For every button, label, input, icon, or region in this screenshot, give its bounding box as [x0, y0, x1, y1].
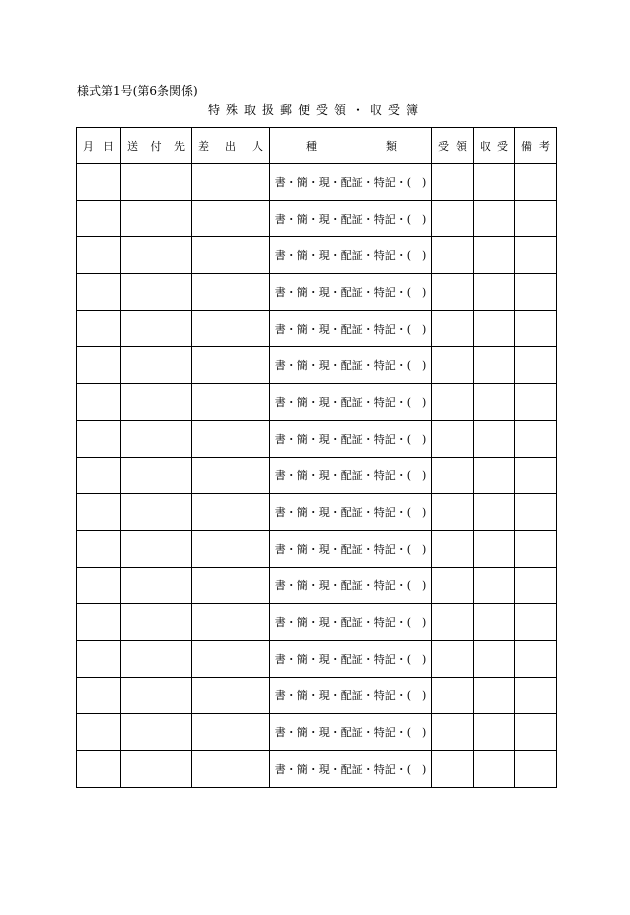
kind-options-cell: 書・簡・現・配証・特記・( )	[270, 237, 432, 274]
date-entry-cell[interactable]	[77, 164, 121, 201]
received-entry-cell[interactable]	[432, 640, 474, 677]
kind-options-cell: 書・簡・現・配証・特記・( )	[270, 420, 432, 457]
received-entry-cell[interactable]	[432, 457, 474, 494]
header-destination-char-1: 送	[127, 139, 138, 153]
remarks-entry-cell[interactable]	[515, 200, 557, 237]
header-kind	[270, 128, 432, 164]
date-entry-cell[interactable]	[77, 310, 121, 347]
kind-options-cell: 書・簡・現・配証・特記・( )	[270, 457, 432, 494]
accepted-entry-cell[interactable]	[474, 384, 515, 421]
sender-entry-cell[interactable]	[192, 164, 270, 201]
header-accepted-char-1: 収	[480, 139, 491, 153]
accepted-entry-cell[interactable]	[474, 751, 515, 788]
kind-options-cell: 書・簡・現・配証・特記・( )	[270, 640, 432, 677]
table-row	[77, 567, 557, 604]
accepted-entry-cell[interactable]	[474, 347, 515, 384]
header-date	[77, 128, 121, 164]
destination-entry-cell[interactable]	[121, 274, 192, 311]
ledger-body	[77, 164, 557, 788]
table-row	[77, 457, 557, 494]
sender-entry-cell[interactable]	[192, 237, 270, 274]
date-entry-cell[interactable]	[77, 347, 121, 384]
kind-options-cell: 書・簡・現・配証・特記・( )	[270, 604, 432, 641]
header-sender-char-3: 人	[252, 139, 263, 153]
header-destination-char-3: 先	[174, 139, 185, 153]
remarks-entry-cell[interactable]	[515, 530, 557, 567]
kind-options-cell: 書・簡・現・配証・特記・( )	[270, 347, 432, 384]
table-row	[77, 200, 557, 237]
sender-entry-cell[interactable]	[192, 310, 270, 347]
received-entry-cell[interactable]	[432, 494, 474, 531]
sender-entry-cell[interactable]	[192, 274, 270, 311]
kind-options-cell: 書・簡・現・配証・特記・( )	[270, 714, 432, 751]
date-entry-cell[interactable]	[77, 640, 121, 677]
table-row	[77, 420, 557, 457]
table-row	[77, 494, 557, 531]
accepted-entry-cell[interactable]	[474, 274, 515, 311]
kind-options-cell: 書・簡・現・配証・特記・( )	[270, 274, 432, 311]
sender-entry-cell[interactable]	[192, 567, 270, 604]
sender-entry-cell[interactable]	[192, 751, 270, 788]
destination-entry-cell[interactable]	[121, 384, 192, 421]
received-entry-cell[interactable]	[432, 604, 474, 641]
date-entry-cell[interactable]	[77, 530, 121, 567]
remarks-entry-cell[interactable]	[515, 640, 557, 677]
header-received-char-2: 領	[456, 139, 467, 153]
header-remarks	[515, 128, 557, 164]
accepted-entry-cell[interactable]	[474, 640, 515, 677]
date-entry-cell[interactable]	[77, 237, 121, 274]
received-entry-cell[interactable]	[432, 567, 474, 604]
accepted-entry-cell[interactable]	[474, 237, 515, 274]
header-accepted-char-2: 受	[497, 139, 508, 153]
header-sender-char-1: 差	[198, 139, 209, 153]
header-kind-char-2: 類	[386, 139, 397, 153]
remarks-entry-cell[interactable]	[515, 751, 557, 788]
header-accepted	[474, 128, 515, 164]
sender-entry-cell[interactable]	[192, 714, 270, 751]
received-entry-cell[interactable]	[432, 310, 474, 347]
table-row	[77, 274, 557, 311]
accepted-entry-cell[interactable]	[474, 714, 515, 751]
document-title: 特殊取扱郵便受領・収受簿	[207, 103, 424, 117]
destination-entry-cell[interactable]	[121, 237, 192, 274]
date-entry-cell[interactable]	[77, 384, 121, 421]
destination-entry-cell[interactable]	[121, 677, 192, 714]
remarks-entry-cell[interactable]	[515, 677, 557, 714]
accepted-entry-cell[interactable]	[474, 494, 515, 531]
date-entry-cell[interactable]	[77, 567, 121, 604]
kind-options-cell: 書・簡・現・配証・特記・( )	[270, 530, 432, 567]
received-entry-cell[interactable]	[432, 200, 474, 237]
sender-entry-cell[interactable]	[192, 530, 270, 567]
table-row	[77, 347, 557, 384]
sender-entry-cell[interactable]	[192, 384, 270, 421]
sender-entry-cell[interactable]	[192, 494, 270, 531]
header-date-month: 月	[83, 139, 94, 153]
header-sender	[192, 128, 270, 164]
table-row	[77, 714, 557, 751]
accepted-entry-cell[interactable]	[474, 164, 515, 201]
destination-entry-cell[interactable]	[121, 640, 192, 677]
table-row	[77, 677, 557, 714]
kind-options-cell: 書・簡・現・配証・特記・( )	[270, 494, 432, 531]
table-row	[77, 751, 557, 788]
kind-options-cell: 書・簡・現・配証・特記・( )	[270, 567, 432, 604]
header-destination	[121, 128, 192, 164]
kind-options-cell: 書・簡・現・配証・特記・( )	[270, 310, 432, 347]
header-received	[432, 128, 474, 164]
date-entry-cell[interactable]	[77, 274, 121, 311]
remarks-entry-cell[interactable]	[515, 384, 557, 421]
remarks-entry-cell[interactable]	[515, 714, 557, 751]
received-entry-cell[interactable]	[432, 677, 474, 714]
destination-entry-cell[interactable]	[121, 420, 192, 457]
kind-options-cell: 書・簡・現・配証・特記・( )	[270, 384, 432, 421]
registered-mail-ledger-table	[76, 127, 557, 788]
accepted-entry-cell[interactable]	[474, 457, 515, 494]
destination-entry-cell[interactable]	[121, 494, 192, 531]
accepted-entry-cell[interactable]	[474, 420, 515, 457]
date-entry-cell[interactable]	[77, 604, 121, 641]
received-entry-cell[interactable]	[432, 164, 474, 201]
accepted-entry-cell[interactable]	[474, 567, 515, 604]
received-entry-cell[interactable]	[432, 237, 474, 274]
header-date-day: 日	[103, 139, 114, 153]
remarks-entry-cell[interactable]	[515, 237, 557, 274]
remarks-entry-cell[interactable]	[515, 420, 557, 457]
destination-entry-cell[interactable]	[121, 200, 192, 237]
received-entry-cell[interactable]	[432, 714, 474, 751]
destination-entry-cell[interactable]	[121, 310, 192, 347]
table-row	[77, 530, 557, 567]
date-entry-cell[interactable]	[77, 200, 121, 237]
remarks-entry-cell[interactable]	[515, 567, 557, 604]
received-entry-cell[interactable]	[432, 751, 474, 788]
header-received-char-1: 受	[438, 139, 449, 153]
kind-options-cell: 書・簡・現・配証・特記・( )	[270, 200, 432, 237]
remarks-entry-cell[interactable]	[515, 310, 557, 347]
destination-entry-cell[interactable]	[121, 457, 192, 494]
date-entry-cell[interactable]	[77, 714, 121, 751]
received-entry-cell[interactable]	[432, 384, 474, 421]
received-entry-cell[interactable]	[432, 530, 474, 567]
header-remarks-char-1: 備	[521, 139, 532, 153]
header-kind-char-1: 種	[306, 139, 317, 153]
destination-entry-cell[interactable]	[121, 567, 192, 604]
table-row	[77, 164, 557, 201]
header-destination-char-2: 付	[150, 139, 162, 153]
form-number-label: 様式第1号(第6条関係)	[77, 84, 198, 98]
date-entry-cell[interactable]	[77, 420, 121, 457]
destination-entry-cell[interactable]	[121, 530, 192, 567]
sender-entry-cell[interactable]	[192, 640, 270, 677]
kind-options-cell: 書・簡・現・配証・特記・( )	[270, 164, 432, 201]
received-entry-cell[interactable]	[432, 347, 474, 384]
destination-entry-cell[interactable]	[121, 604, 192, 641]
received-entry-cell[interactable]	[432, 420, 474, 457]
table-row	[77, 310, 557, 347]
sender-entry-cell[interactable]	[192, 420, 270, 457]
destination-entry-cell[interactable]	[121, 164, 192, 201]
accepted-entry-cell[interactable]	[474, 200, 515, 237]
destination-entry-cell[interactable]	[121, 714, 192, 751]
sender-entry-cell[interactable]	[192, 347, 270, 384]
remarks-entry-cell[interactable]	[515, 274, 557, 311]
destination-entry-cell[interactable]	[121, 751, 192, 788]
accepted-entry-cell[interactable]	[474, 604, 515, 641]
received-entry-cell[interactable]	[432, 274, 474, 311]
remarks-entry-cell[interactable]	[515, 494, 557, 531]
date-entry-cell[interactable]	[77, 677, 121, 714]
header-sender-char-2: 出	[225, 139, 236, 153]
table-row	[77, 237, 557, 274]
table-row	[77, 384, 557, 421]
header-remarks-char-2: 考	[539, 139, 550, 153]
header-row	[77, 128, 557, 164]
remarks-entry-cell[interactable]	[515, 347, 557, 384]
table-row	[77, 604, 557, 641]
remarks-entry-cell[interactable]	[515, 164, 557, 201]
remarks-entry-cell[interactable]	[515, 604, 557, 641]
destination-entry-cell[interactable]	[121, 347, 192, 384]
remarks-entry-cell[interactable]	[515, 457, 557, 494]
sender-entry-cell[interactable]	[192, 457, 270, 494]
kind-options-cell: 書・簡・現・配証・特記・( )	[270, 751, 432, 788]
table-row	[77, 640, 557, 677]
date-entry-cell[interactable]	[77, 494, 121, 531]
date-entry-cell[interactable]	[77, 457, 121, 494]
sender-entry-cell[interactable]	[192, 677, 270, 714]
accepted-entry-cell[interactable]	[474, 677, 515, 714]
date-entry-cell[interactable]	[77, 751, 121, 788]
accepted-entry-cell[interactable]	[474, 530, 515, 567]
sender-entry-cell[interactable]	[192, 200, 270, 237]
sender-entry-cell[interactable]	[192, 604, 270, 641]
accepted-entry-cell[interactable]	[474, 310, 515, 347]
kind-options-cell: 書・簡・現・配証・特記・( )	[270, 677, 432, 714]
